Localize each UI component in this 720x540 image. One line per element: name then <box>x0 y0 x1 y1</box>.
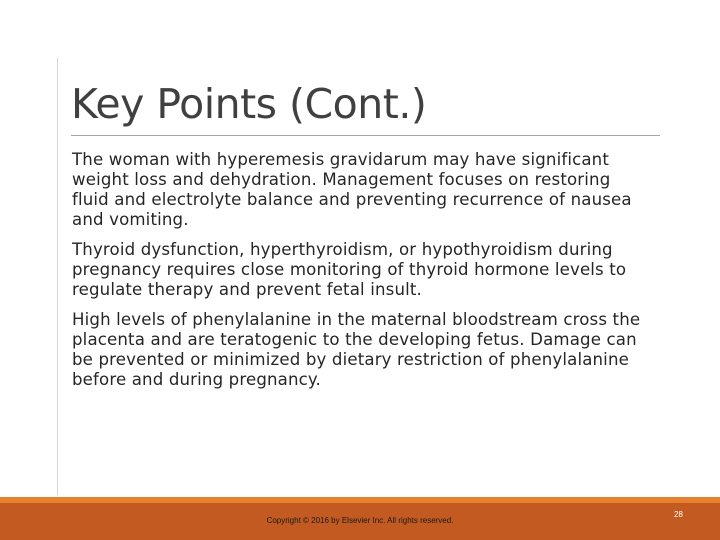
body-paragraph-phenylalanine: High levels of phenylalanine in the maternal bloodstream cross the placenta and are teratogenic to the developing fetus. Damage can be prevented or minimized by dietary restriction of phenylalanine before and during pregnancy. <box>72 310 641 389</box>
title-underline <box>71 135 660 136</box>
body-paragraph-hyperemesis: The woman with hyperemesis gravidarum may have significant weight loss and dehydration. Management focuses on restoring fluid and electrolyte balance and preventing recurrence of nausea and vomiting. <box>72 150 632 229</box>
slide-title: Key Points (Cont.) <box>71 80 427 128</box>
slide-body <box>72 150 652 400</box>
body-paragraph-thyroid: Thyroid dysfunction, hyperthyroidism, or hypothyroidism during pregnancy requires close monitoring of thyroid hormone levels to regulate therapy and prevent fetal insult. <box>72 240 627 299</box>
copyright-notice: Copyright © 2016 by Elsevier Inc. All rights reserved. <box>266 516 454 525</box>
slide-number: 28 <box>674 510 683 519</box>
left-vertical-rule <box>57 58 58 495</box>
